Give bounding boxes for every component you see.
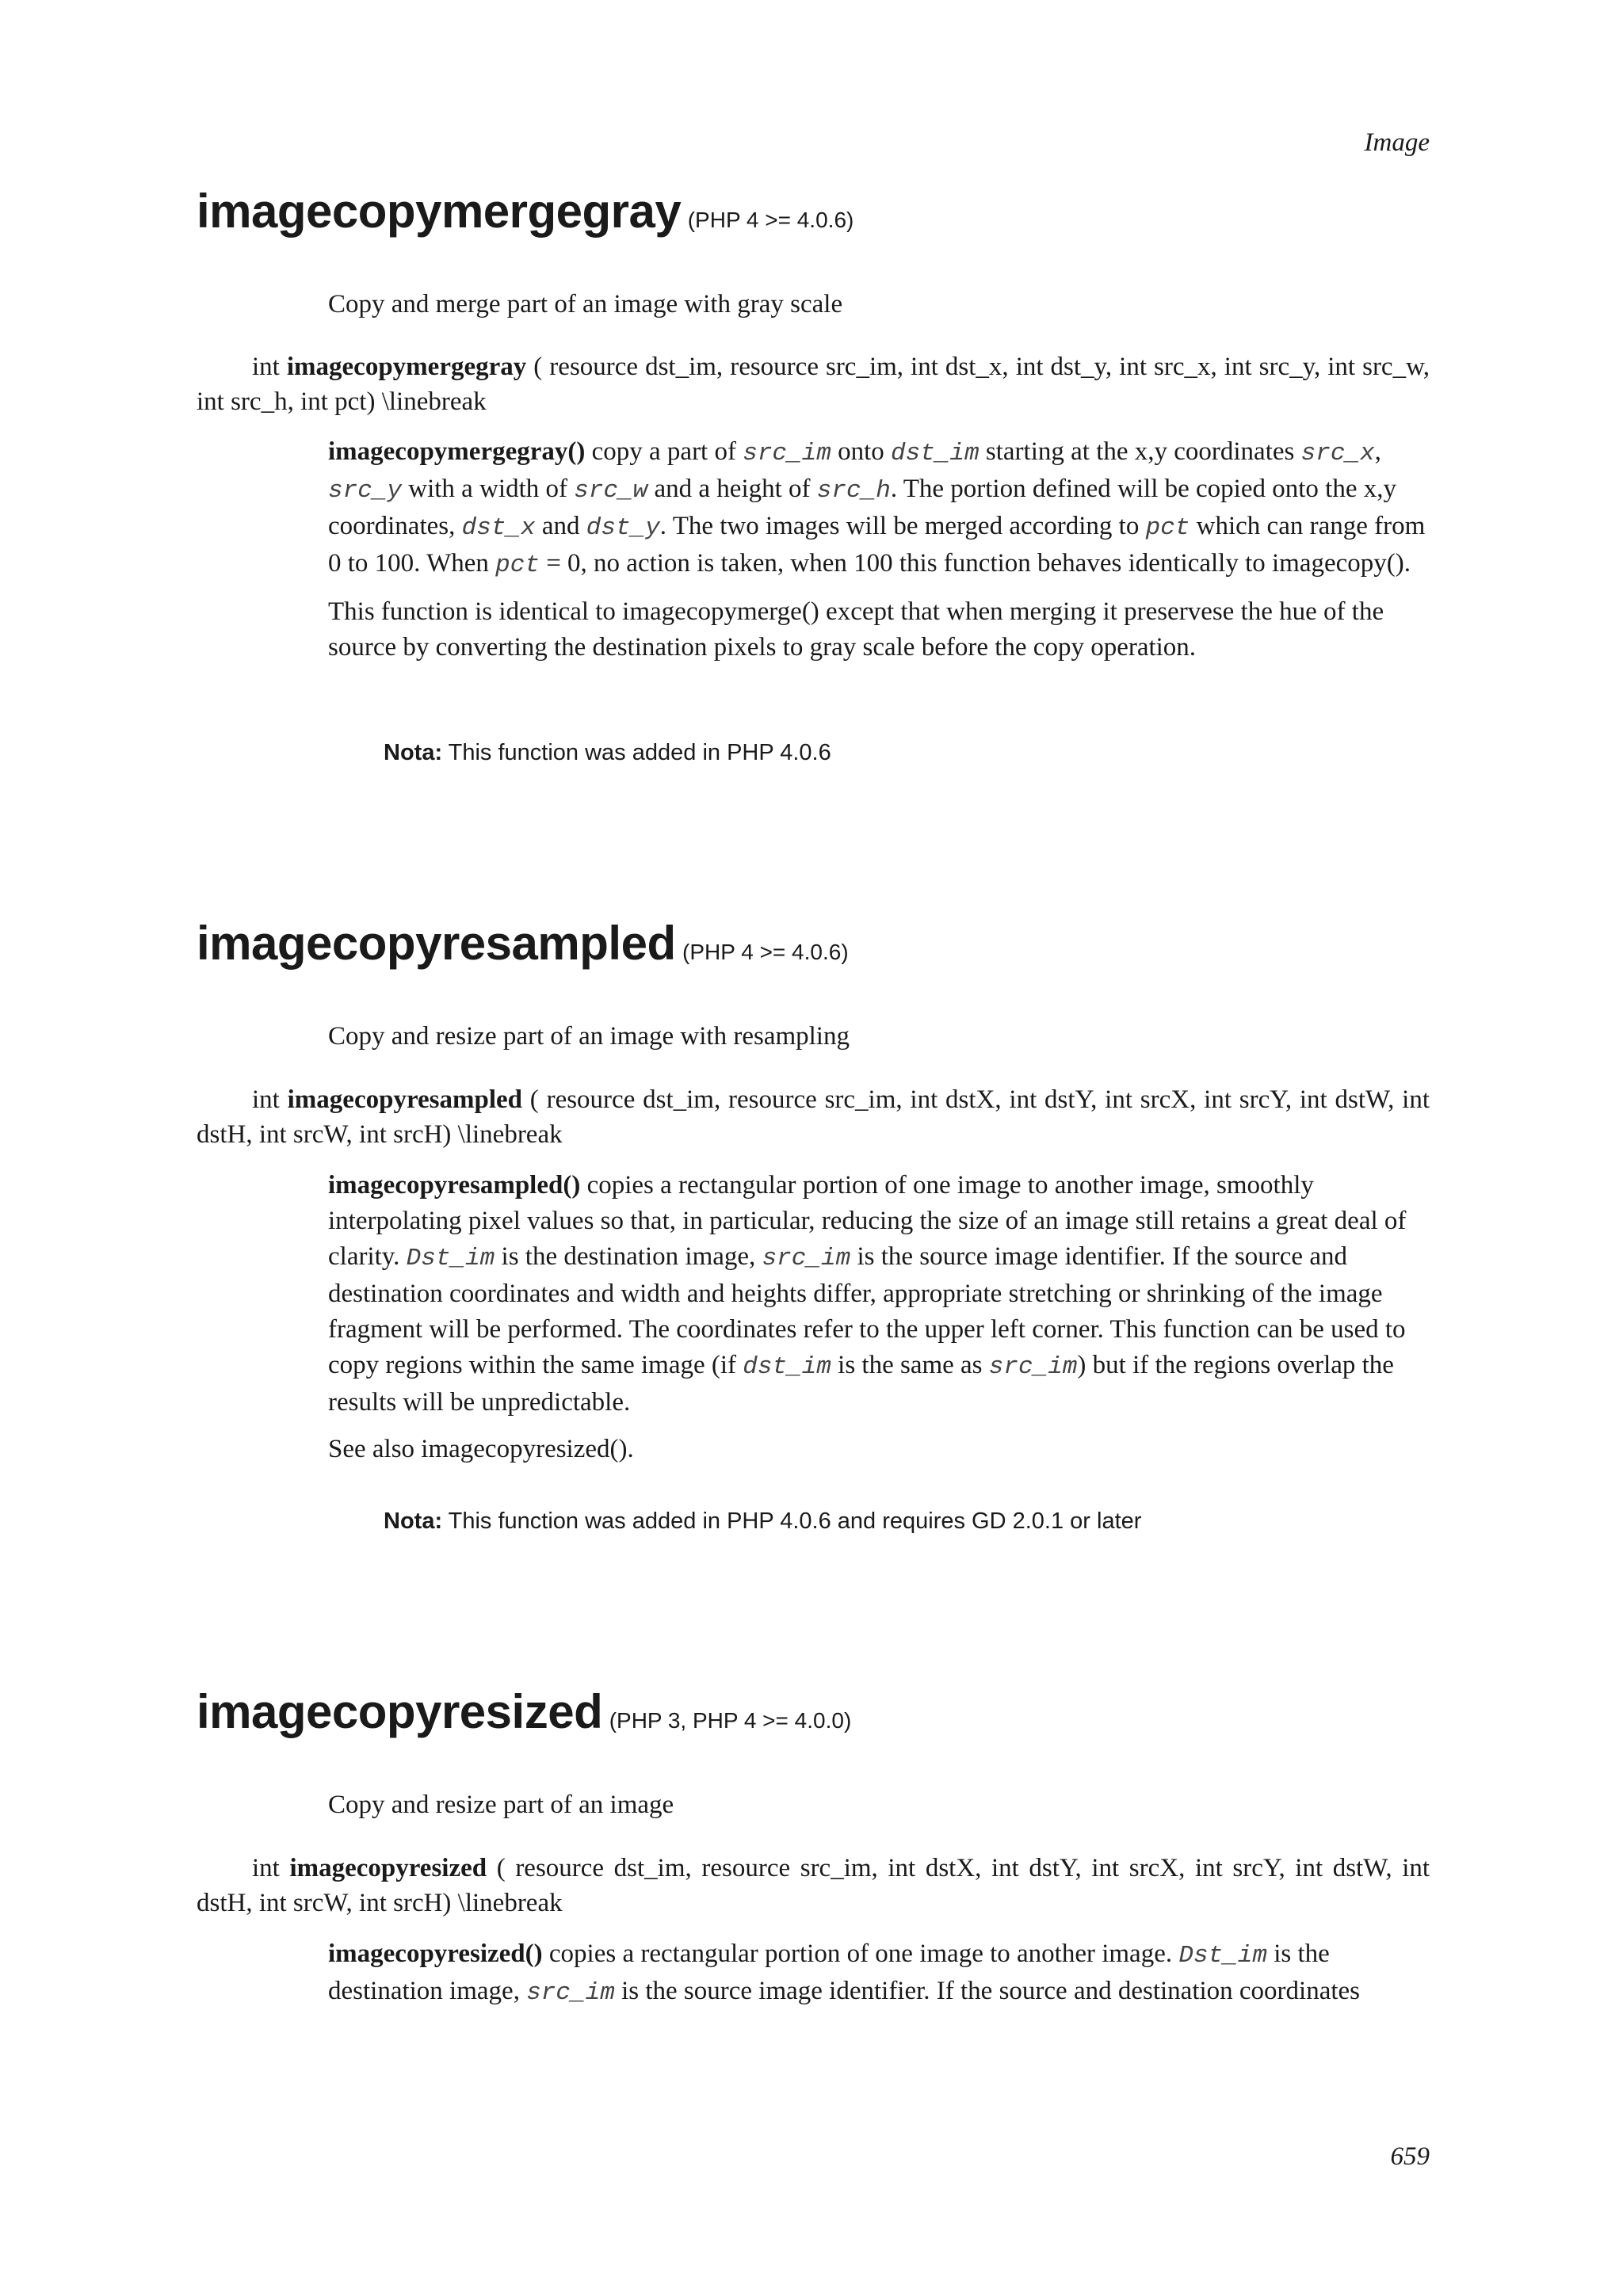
parameter: src_im: [988, 1353, 1078, 1381]
function-title: [197, 916, 849, 971]
parameter: dst_im: [743, 1353, 831, 1381]
parameter: src_x: [1300, 440, 1375, 467]
note-label: Nota:: [384, 740, 443, 765]
synopsis-params: ( resource dst_im, resource src_im, int dstX, int dstY, int srcX, int srcY, int dstW, int dstH, int srcW, int srcH) \linebreak: [197, 1085, 1430, 1149]
synopsis-function-name: imagecopyresampled: [287, 1085, 522, 1114]
synopsis-function-name: imagecopyresized: [289, 1854, 487, 1882]
note: [384, 740, 831, 766]
function-synopsis: [197, 349, 1430, 419]
function-title: [197, 1684, 851, 1739]
version-info: (PHP 4 >= 4.0.6): [682, 940, 849, 964]
note-text: This function was added in PHP 4.0.6 and requires GD 2.0.1 or later: [442, 1508, 1142, 1534]
parameter: src_w: [574, 477, 648, 505]
note-label: Nota:: [384, 1508, 443, 1534]
return-type: int: [252, 1854, 280, 1882]
function-ref: imagecopymergegray(): [328, 437, 586, 466]
note: [384, 1508, 1141, 1535]
version-info: (PHP 4 >= 4.0.6): [687, 208, 854, 232]
function-synopsis: [197, 1851, 1430, 1920]
parameter: src_im: [526, 1979, 615, 2007]
synopsis-params: ( resource dst_im, resource src_im, int dst_x, int dst_y, int src_x, int src_y, int src_w, int src_h, int pct) \linebreak: [197, 353, 1430, 416]
return-type: int: [252, 353, 280, 381]
note-text: This function was added in PHP 4.0.6: [442, 740, 831, 765]
function-name: imagecopyresampled: [197, 917, 676, 970]
parameter: pct: [1145, 514, 1190, 542]
synopsis-params: ( resource dst_im, resource src_im, int dstX, int dstY, int srcX, int srcY, int dstW, int dstH, int srcW, int srcH) \linebreak: [197, 1854, 1430, 1917]
function-ref: imagecopyresized(): [328, 1939, 543, 1968]
function-purpose: Copy and resize part of an image with resampling: [328, 1022, 850, 1051]
function-purpose: Copy and merge part of an image with gray scale: [328, 290, 843, 318]
running-header: Image: [1364, 128, 1430, 157]
function-description: [328, 1936, 1430, 2022]
parameter: src_im: [762, 1245, 851, 1272]
parameter: dst_im: [891, 440, 980, 467]
function-description: [328, 1168, 1430, 1478]
parameter: dst_y: [586, 514, 660, 542]
description-paragraph: imagecopyresized() copies a rectangular portion of one image to another image. Dst_im is the destination image, src_im is the source image identifier. If the source and destination coordinates: [328, 1939, 1361, 2007]
parameter: Dst_im: [406, 1245, 495, 1272]
return-type: int: [252, 1085, 280, 1114]
description-paragraph: imagecopyresampled() copies a rectangular portion of one image to another image, smoothly interpolating pixel values so that, in particular, reducing the size of an image still retains a great deal of clarity. Dst_im is the destination image, src_im is the source image identifier. If the source and destination coordinates and width and heights differ, appropriate stretching or shrinking of the image fragment will be performed. The coordinates refer to the upper left corner. This function can be used to copy regions within the same image (if dst_im is the same as src_im) but if the regions overlap the results will be unpredictable.: [328, 1171, 1407, 1417]
parameter: Dst_im: [1178, 1942, 1267, 1970]
version-info: (PHP 3, PHP 4 >= 4.0.0): [609, 1708, 852, 1733]
description-paragraph: imagecopymergegray() copy a part of src_im onto dst_im starting at the x,y coordinates src_x, src_y with a width of src_w and a height of src_h. The portion defined will be copied onto the x,y coordinates, dst_x and dst_y. The two images will be merged according to pct which can range from 0 to 100. When pct = 0, no action is taken, when 100 this function behaves identically to imagecopy().: [328, 437, 1426, 579]
function-title: [197, 184, 854, 238]
page-number: 659: [1390, 2142, 1430, 2171]
description-paragraph: See also imagecopyresized().: [328, 1435, 634, 1463]
function-name: imagecopymergegray: [197, 185, 682, 238]
function-name: imagecopyresized: [197, 1685, 603, 1738]
function-purpose: Copy and resize part of an image: [328, 1791, 674, 1819]
parameter: src_im: [743, 440, 831, 467]
function-ref: imagecopyresampled(): [328, 1171, 581, 1199]
function-description: [328, 434, 1430, 677]
parameter: dst_x: [461, 514, 536, 542]
description-paragraph: This function is identical to imagecopymerge() except that when merging it preservese the hue of the source by converting the destination pixels to gray scale before the copy operation.: [328, 597, 1384, 662]
parameter: pct: [495, 551, 540, 579]
parameter: src_y: [328, 477, 403, 505]
parameter: src_h: [816, 477, 891, 505]
synopsis-function-name: imagecopymergegray: [286, 353, 527, 381]
function-synopsis: [197, 1082, 1430, 1152]
